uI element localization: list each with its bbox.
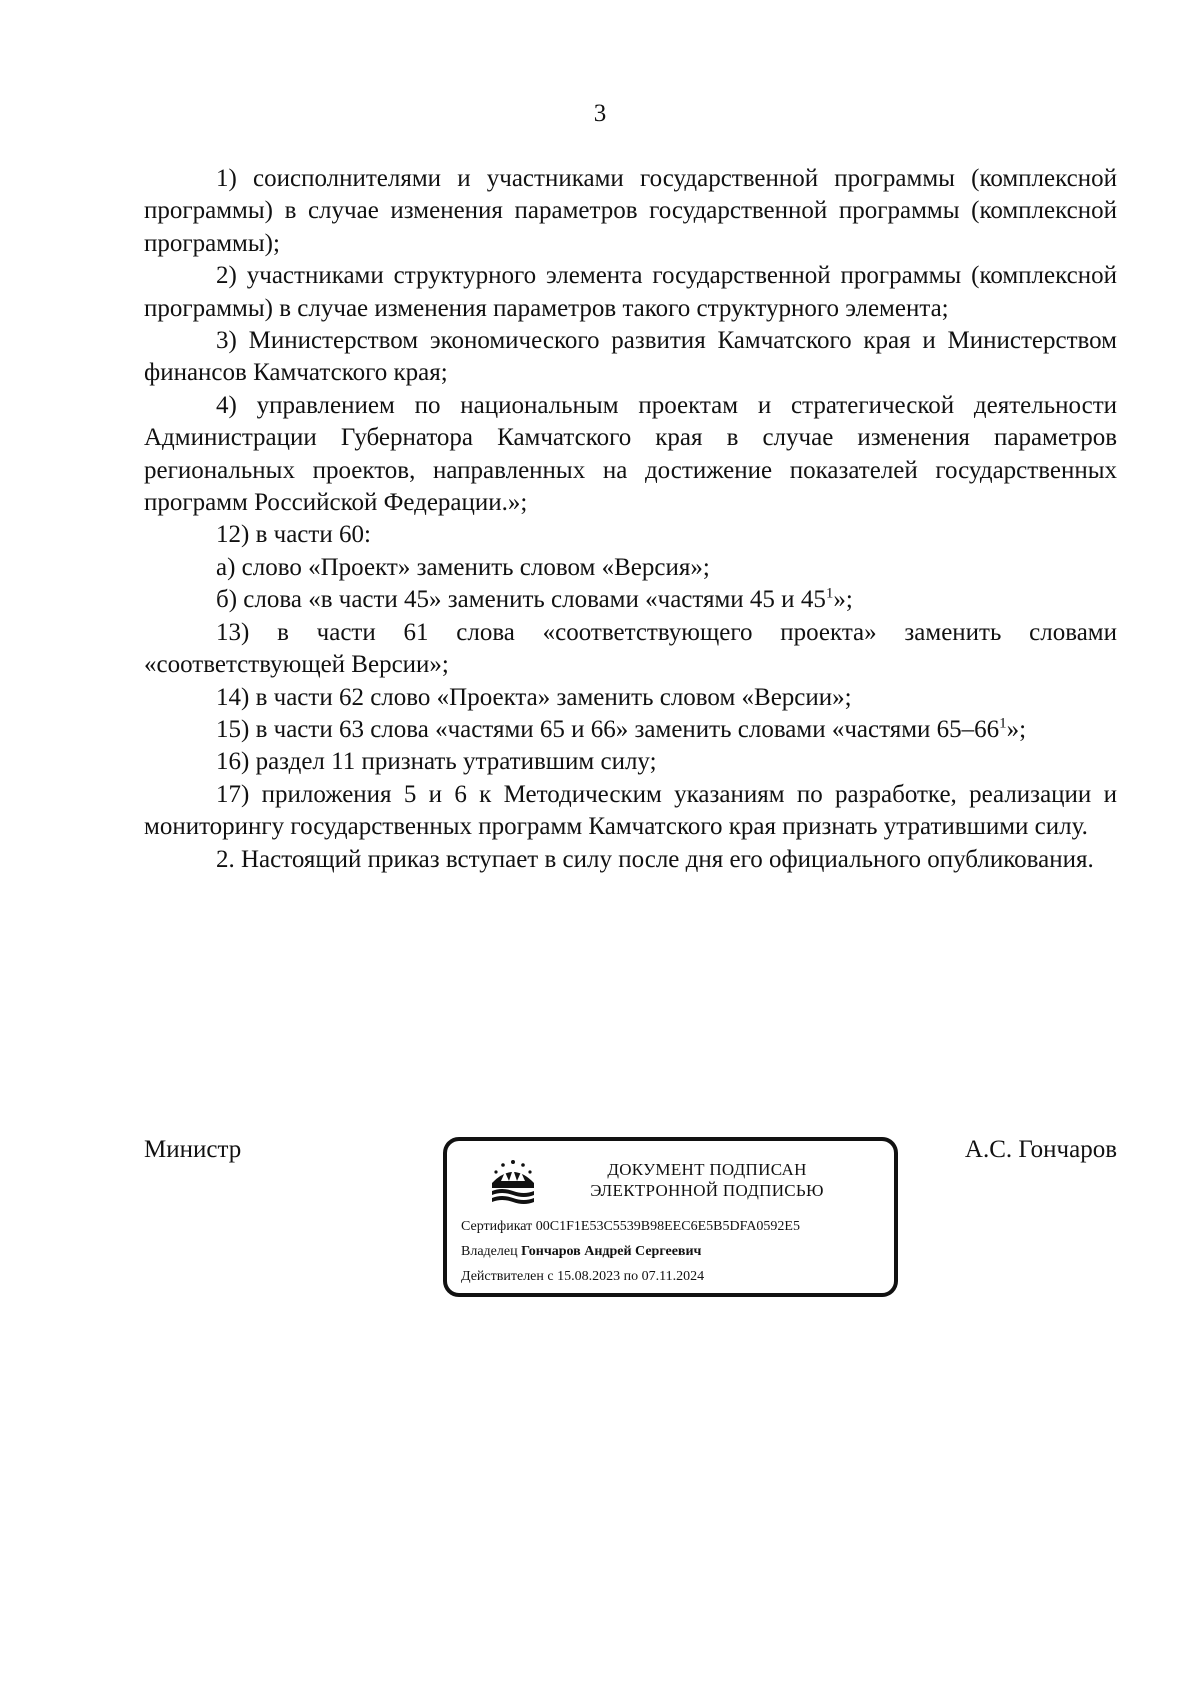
paragraph-item-17: 17) приложения 5 и 6 к Методическим указаниям по разработке, реализации и мониторингу государственных программ Камчатского края признать утратившими силу.	[144, 780, 1117, 841]
stamp-certificate: Сертификат 00C1F1E53C5539B98EEC6E5B5DFA0592E5	[461, 1219, 800, 1234]
stamp-heading	[557, 1159, 857, 1201]
paragraph-item-4: 4) управлением по национальным проектам и стратегической деятельности Администрации Губернатора Камчатского края в случае изменения параметров региональных проектов, направленных на достижение показателей государственных программ Российской Федерации.»;	[144, 391, 1117, 517]
paragraph-item-13: 13) в части 61 слова «соответствующего проекта» заменить словами «соответствующей Версии»;	[144, 618, 1117, 679]
paragraph-item-12b: б) слова «в части 45» заменить словами «частями 45 и $45^1$»;	[216, 585, 853, 614]
paragraph-item-12a: а) слово «Проект» заменить словом «Версия»;	[216, 553, 710, 581]
paragraph-item-2: 2) участниками структурного элемента государственной программы (комплексной программы) в случае изменения параметров такого структурного элемента;	[144, 262, 1117, 322]
stamp-heading-line: ЭЛЕКТРОННОЙ ПОДПИСЬЮ	[590, 1181, 824, 1200]
electronic-signature-stamp	[443, 1137, 898, 1297]
superscript: 1	[999, 715, 1007, 732]
page-number: 3	[593, 100, 607, 127]
signer-title: Министр	[144, 1136, 242, 1163]
paragraph-item-12: 12) в части 60:	[216, 521, 371, 549]
kamchatka-coat-of-arms-icon	[487, 1157, 539, 1209]
stamp-heading-line: ДОКУМЕНТ ПОДПИСАН	[607, 1160, 807, 1179]
paragraph-clause-2: 2. Настоящий приказ вступает в силу после дня его официального опубликования.	[216, 845, 1094, 873]
document-body	[144, 163, 1117, 876]
paragraph-item-14: 14) в части 62 слово «Проекта» заменить словом «Версии»;	[216, 683, 852, 711]
paragraph-item-1: 1) соисполнителями и участниками государственной программы (комплексной программы) в случае изменения параметров государственной программы (комплексной программы);	[144, 165, 1117, 257]
superscript: 1	[825, 585, 834, 602]
paragraph-item-16: 16) раздел 11 признать утратившим силу;	[216, 748, 657, 776]
paragraph-item-15: 15) в части 63 слова «частями 65 и 66» заменить словами «частями $65-66^1$»;	[216, 715, 1027, 743]
stamp-owner: Владелец Гончаров Андрей Сергеевич	[461, 1244, 702, 1259]
paragraph-item-3: 3) Министерством экономического развития Камчатского края и Министерством финансов Камчатского края;	[144, 327, 1117, 387]
signer-name: А.С. Гончаров	[964, 1136, 1117, 1163]
stamp-validity: Действителен с 15.08.2023 по 07.11.2024	[461, 1269, 705, 1284]
